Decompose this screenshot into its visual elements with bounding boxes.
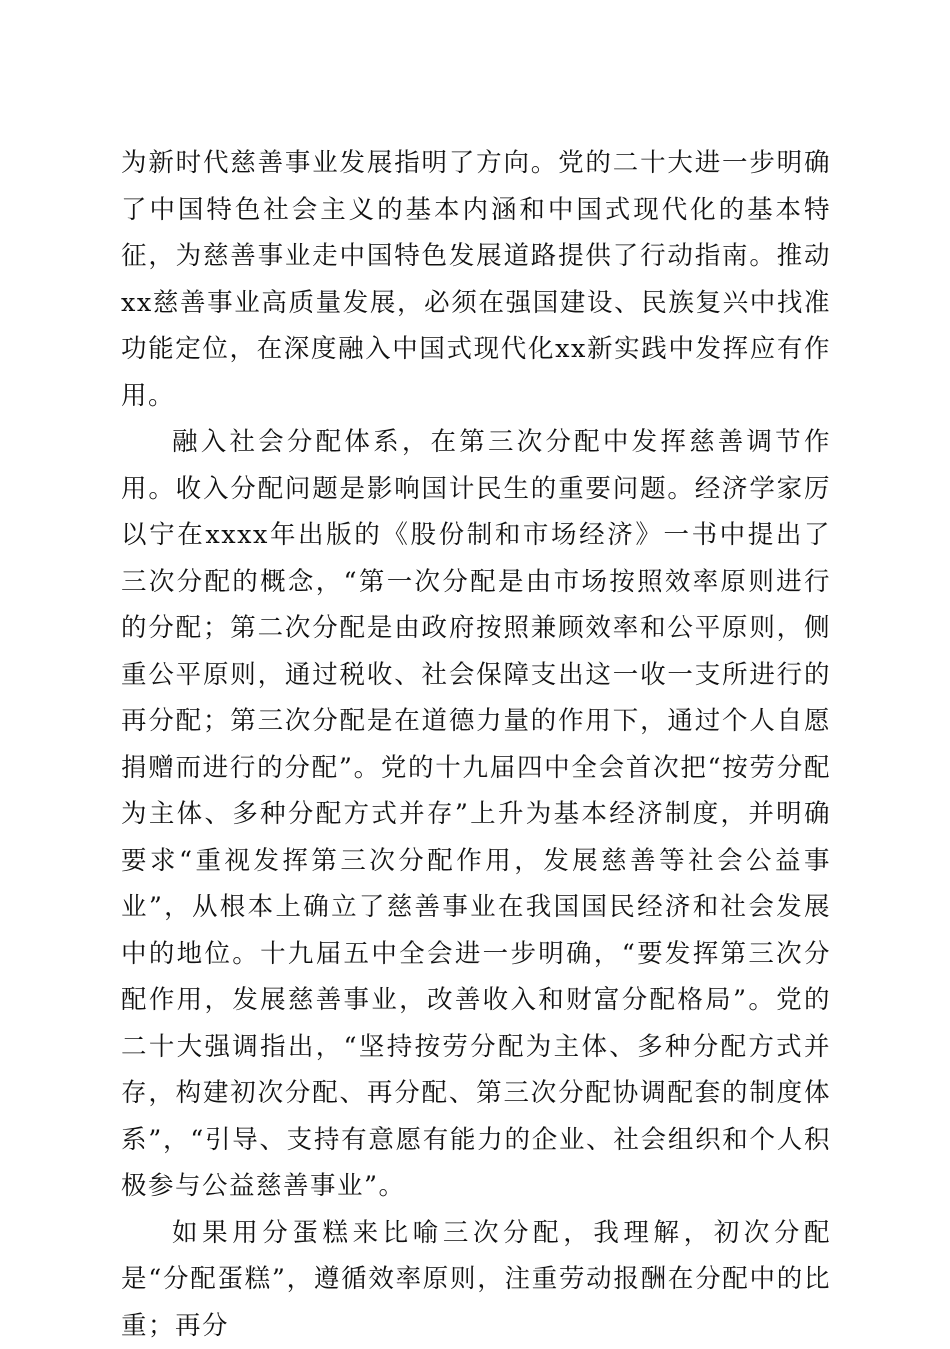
paragraph-2: 融入社会分配体系，在第三次分配中发挥慈善调节作用。收入分配问题是影响国计民生的重要问题。经济学家厉以宁在xxxx年出版的《股份制和市场经济》一书中提出了三次分配的概念，“第一次分配是由市场按照效率原则进行的分配；第二次分配是由政府按照兼顾效率和公平原则，侧重公平原则，通过税收、社会保障支出这一收一支所进行的再分配；第三次分配是在道德力量的作用下，通过个人自愿捐赠而进行的分配”。党的十九届四中全会首次把“按劳分配为主体、多种分配方式并存”上升为基本经济制度，并明确要求“重视发挥第三次分配作用，发展慈善等社会公益事业”，从根本上确立了慈善事业在我国国民经济和社会发展中的地位。十九届五中全会进一步明确，“要发挥第三次分配作用，发展慈善事业，改善收入和财富分配格局”。党的二十大强调指出，“坚持按劳分配为主体、多种分配方式并存，构建初次分配、再分配、第三次分配协调配套的制度体系”，“引导、支持有意愿有能力的企业、社会组织和个人积极参与公益慈善事业”。 — [121, 419, 831, 1210]
paragraph-3: 如果用分蛋糕来比喻三次分配，我理解，初次分配是“分配蛋糕”，遵循效率原则，注重劳动报酬在分配中的比重；再分 — [121, 1210, 831, 1349]
paragraph-1: 为新时代慈善事业发展指明了方向。党的二十大进一步明确了中国特色社会主义的基本内涵和中国式现代化的基本特征，为慈善事业走中国特色发展道路提供了行动指南。推动xx慈善事业高质量发展，必须在强国建设、民族复兴中找准功能定位，在深度融入中国式现代化xx新实践中发挥应有作用。 — [121, 140, 831, 419]
document-body — [121, 140, 831, 1349]
